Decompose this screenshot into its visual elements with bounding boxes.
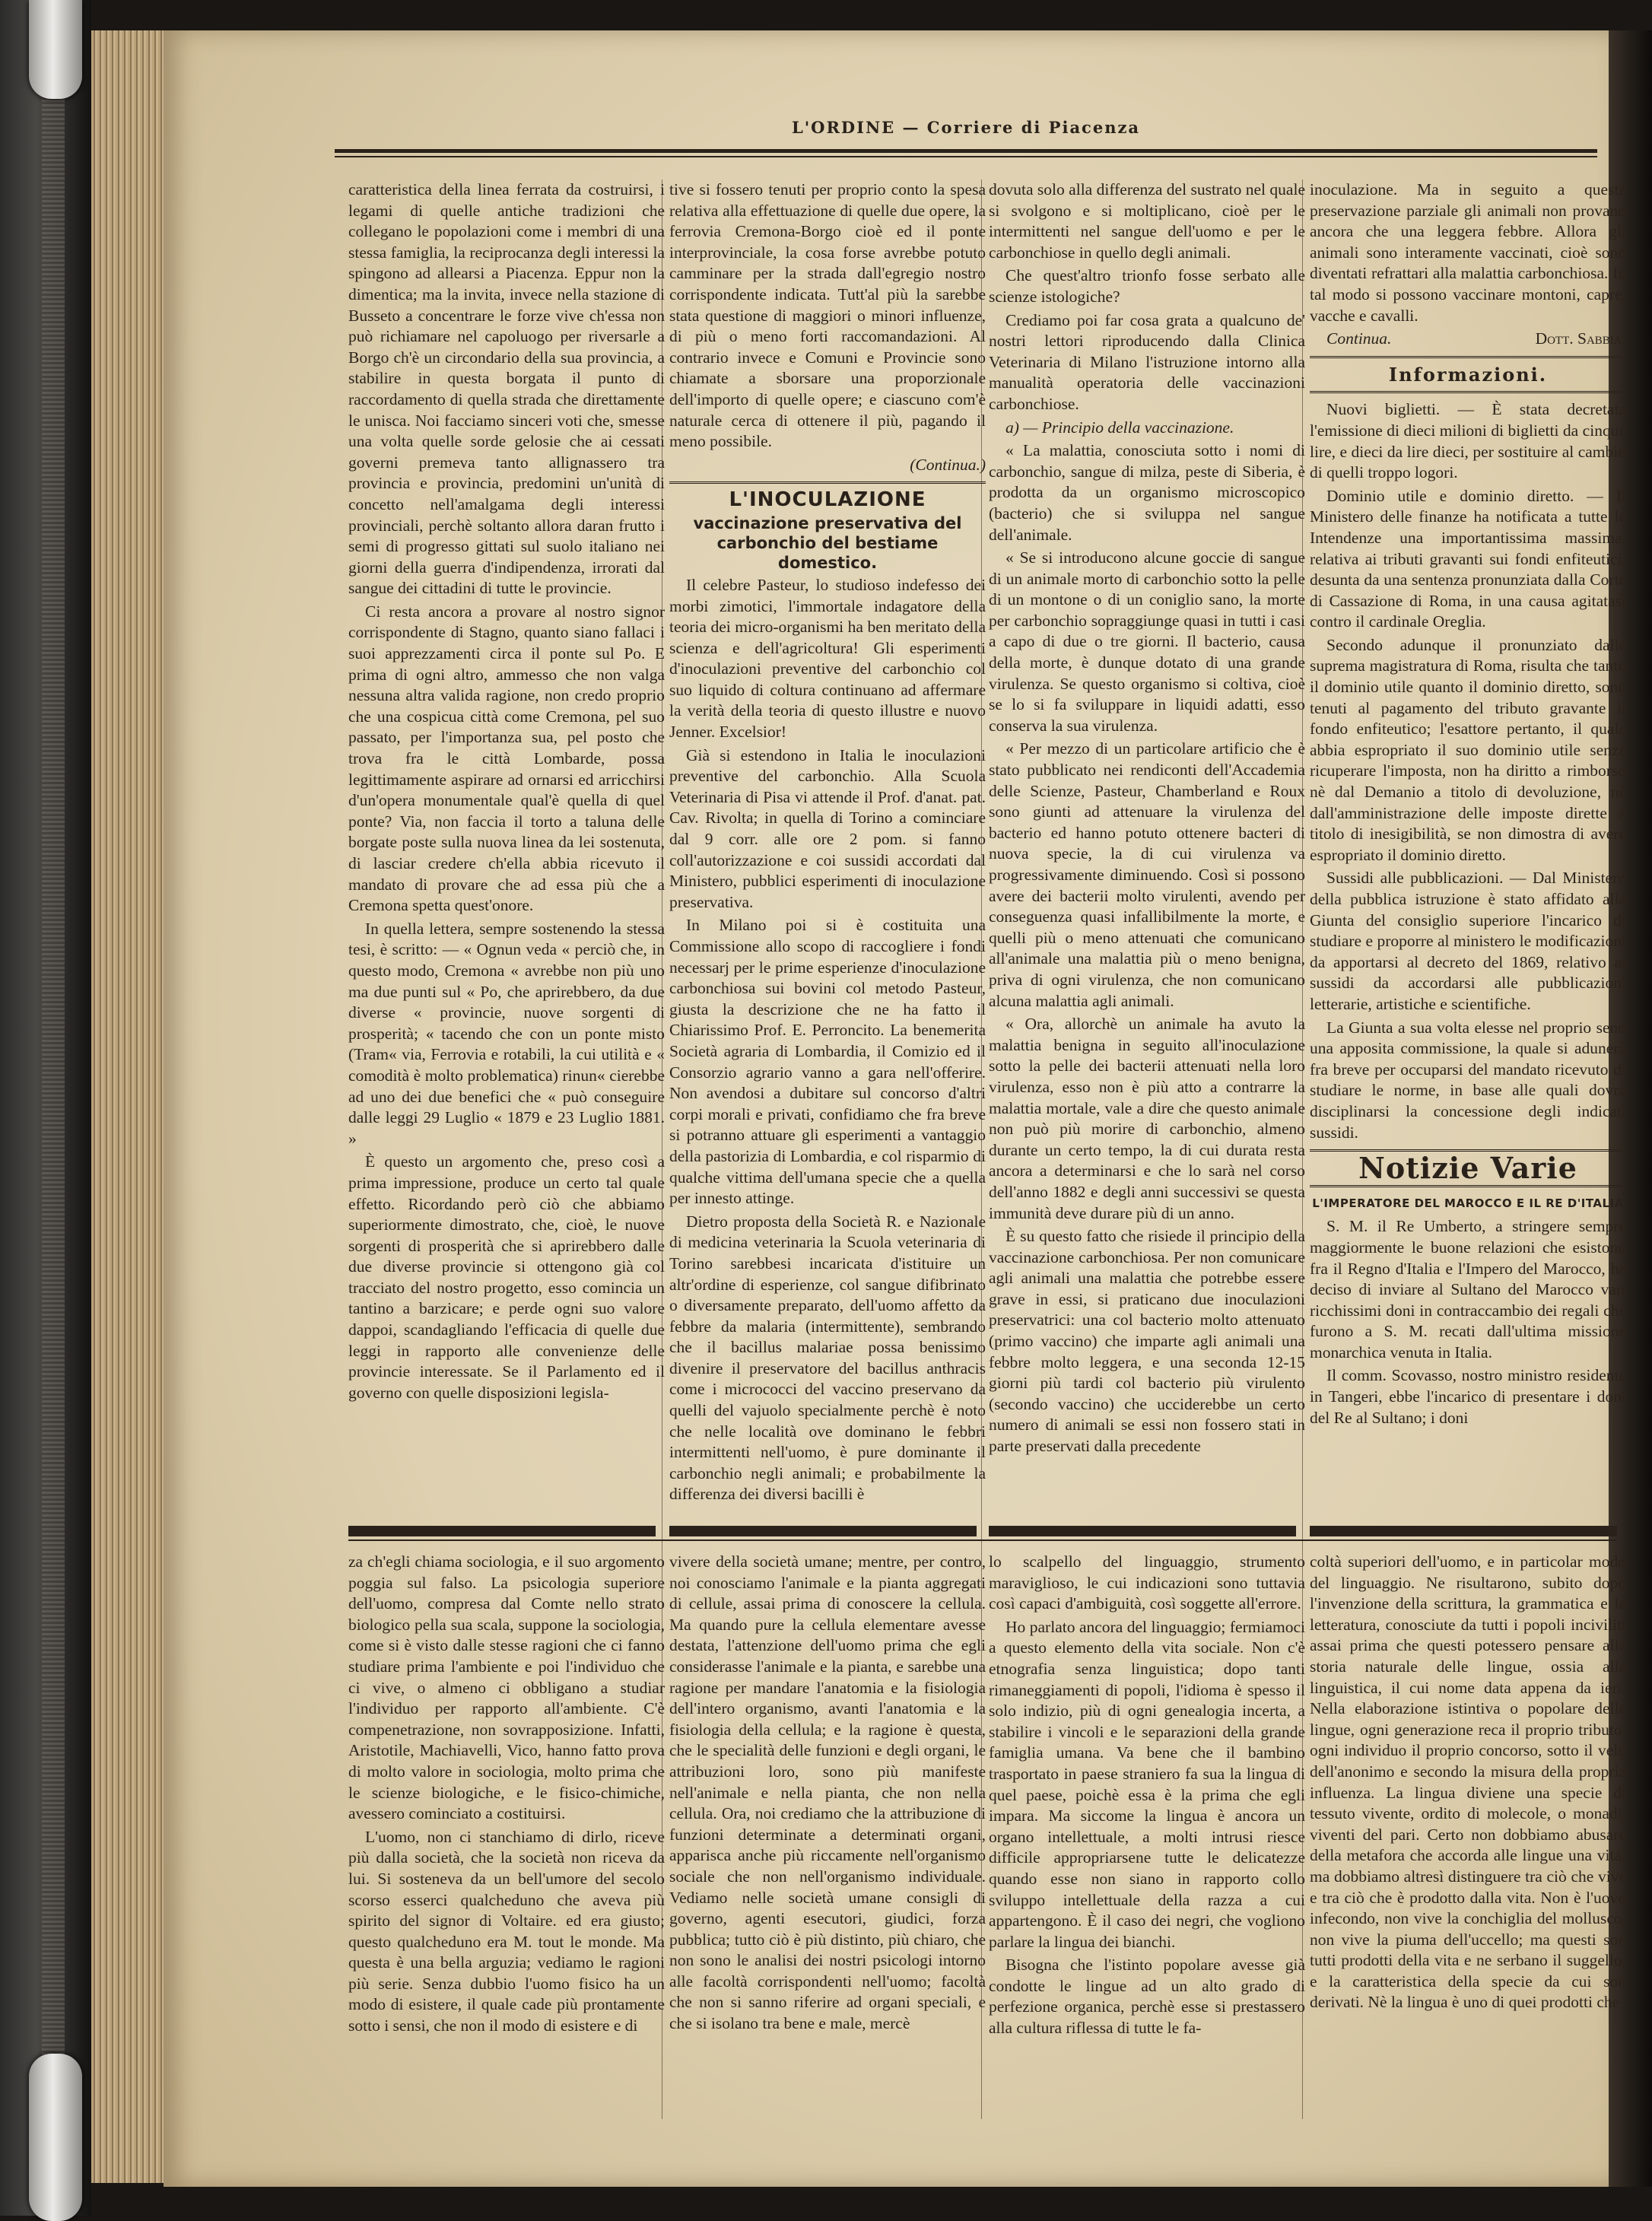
- feuilleton-column-2: [669, 1552, 986, 2115]
- feuilleton-rule: [348, 1526, 656, 1536]
- page-edges: [91, 30, 175, 2183]
- paragraph: In quella lettera, sempre sostenendo la stessa tesi, è scritto: — « Ognun veda « perciò che, in questo modo, Cremona « avrebbe non più uno ma due punti sul « Po, che aprirebbero, da due diverse « provincie, nuove sorgenti di prosperità; « tacendo che con un ponte misto (Tram« via, Ferrovia e rotabili, la cui utilità e « comodità è molto problematica) rinun« cierebbe ad uno dei due benefici che « può conseguire dalle leggi 29 Luglio « 1879 e 23 Luglio 1881. »: [348, 919, 665, 1148]
- article-separator: [1310, 391, 1626, 393]
- binding-clip-bottom: [29, 2054, 82, 2221]
- paragraph: « La malattia, conosciuta sotto i nomi di carbonchio, sangue di milza, peste di Siberia, è prodotta da un organismo microscopico (bacterio) che si sviluppa nel sangue dell'animale.: [989, 441, 1305, 544]
- article-separator: [669, 481, 986, 484]
- masthead-rule-thin: [335, 156, 1597, 157]
- section-title-notizie: Notizie Varie: [1358, 1151, 1577, 1186]
- paragraph: za ch'egli chiama sociologia, e il suo argomento poggia sul falso. La psicologia superiore dell'uomo, compresa dal Comte nello strato biologico pella sua scala, suppone la sociologia, come si è visto dalle stesse ragioni che ci fanno studiare prima l'ambiente e poi l'individuo che ci vive, o almeno ci obbligano a studiar l'individuo per rapporto all'ambiente. C'è compenetrazione, non sovrapposizione. Infatti, Aristotile, Machiavelli, Vico, hanno fatto prova di molto valore in sociologia, molto prima che le scienze biologiche, e le fisico-chimiche, avessero cominciato a costituirsi.: [348, 1552, 665, 1823]
- paragraph: Sussidi alle pubblicazioni. — Dal Ministero della pubblica istruzione è stato affidato alla Giunta del consiglio superiore l'incarico di studiare e proporre al ministero le modificazioni da apportarsi al decreto del 1869, relativo ai sussidi da accordarsi alle pubblicazioni letterarie, artistiche e scientifiche.: [1310, 869, 1626, 1013]
- paragraph: « Per mezzo di un particolare artificio che è stato pubblicato nei rendiconti dell'Accademia delle Scienze, Pasteur, Chamberland e Roux sono giunti ad attenuare la virulenza del bacterio ed hanno potuto ottenere bacteri di nuova specie, la di cui virulenza va progressivamente diminuendo. Così si possono avere dei bacterii molto virulenti, avendo per conseguenza quasi infallibilmente la morte, e quelli più o meno attenuati che comunicano all'animale una malattia più o meno benigna, priva di ogni virulenza, che non comunicano alcuna malattia agli animali.: [989, 739, 1305, 1010]
- signature-line: [1310, 329, 1626, 350]
- paragraph: È su questo fatto che risiede il principio della vaccinazione carbonchiosa. Per non comunicare agli animali una malattia che potrebbe essere grave in essi, si praticano due inoculazioni preservatrici: una col bacterio molto attenuato (primo vaccino) che imparte agli animali una febbre molto leggera, e una seconda 12-15 giorni più tardi col bacterio più virulento (secondo vaccino) che ucciderebbe un certo numero di animali se essi non fossero stati in parte preservati dalla precedente: [989, 1227, 1305, 1456]
- masthead: L'ORDINE — Corriere di Piacenza: [791, 118, 1141, 137]
- paragraph: Che quest'altro trionfo fosse serbato alle scienze istologiche?: [989, 266, 1305, 306]
- paragraph: Nuovi biglietti. — È stata decretata l'emissione di dieci milioni di biglietti da cinque lire, e dieci da lire dieci, per sostituire al cambio di quelli troppo logori.: [1310, 400, 1626, 482]
- paragraph: È questo un argomento che, preso così a prima impressione, produce un certo tal quale effetto. Ricordando però ciò che abbiamo superiormente dimostrato, che, cioè, le nuove sorgenti di prosperità che si aprirebbero dalle due diverse provincie si ottengono già col tracciato del nostro progetto, esso comincia un tantino a barzicare; e perde ogni suo valore dappoi, scandagliando l'efficacia di quelle due leggi in rapporto alle convenienze delle provincie interessate. Se il Parlamento ed il governo con quelle disposizioni legisla-: [348, 1152, 665, 1402]
- feuilleton-rule: [989, 1526, 1296, 1536]
- paragraph: Bisogna che l'istinto popolare avesse già condotte le lingue ad un alto grado di perfezione organica, perchè esse si prestassero alla cultura riflessa di tutte le fa-: [989, 1956, 1305, 2038]
- paragraph: Ho parlato ancora del linguaggio; fermiamoci a questo elemento della vita sociale. Non c'è etnografia senza linguistica; dopo tanti rimaneggiamenti di popoli, l'idioma è spesso il solo indizio, più di ogni genealogia incerta, a stabilire i vincoli e le separazioni della grande famiglia umana. Va bene che il bambino trasportato in paese straniero fa sua la lingua di quel paese, poichè essa è la prima che egli impara. Ma siccome la lingua è ancora un organo intellettuale, a molti intrusi riesce difficile appropriarsene tutte le delicatezze quando esse non siano in rapporto collo sviluppo intellettuale della razza a cui appartengono. È il caso dei negri, che vogliono parlare la lingua dei bianchi.: [989, 1617, 1305, 1951]
- paragraph: caratteristica della linea ferrata da costruirsi, i legami di quelle antiche tradizioni che collegano le popolazioni come i membri di una stessa famiglia, la reciprocanza degli interessi la spingono ad allearsi a Piacenza. Eppur non la dimentica; ma la invita, invece nella stazione di Busseto a concentrare le forze vive ch'essa non può richiamare nel capoluogo per riversarle a Borgo ch'è un circondario della sua provincia, a stabilire in questa borgata il punto di raccordamento di quella strada che direttamente le unisca. Noi facciamo sinceri voti che, smesse una volta quelle sorde gelosie che ai cessati governi premeva tanto allignassero tra provincia e provincia, predomini un'unità di concetto nell'amalgama degli interessi provinciali, perchè soltanto allora daran frutto i semi di progresso gittati sul suolo italiano nei giorni della guerra d'indipendenza, irrorati dal sangue dei cittadini di tutte le provincie.: [348, 180, 665, 598]
- paragraph: In Milano poi si è costituita una Commissione allo scopo di raccogliere i fondi necessarj per le prime esperienze d'inoculazione carbonchiosa sui bovini col metodo Pasteur, giusta la descrizione che ne ha fatto il Chiarissimo Prof. E. Perroncito. La benemerita Società agraria di Lombardia, il Comizio ed il Consorzio agrario vanno a gara nell'offerire. Non avendosi a dubitare sul concorso d'altri corpi morali e privati, confidiamo che fra breve si potranno attuare gli esperimenti a vantaggio della pastorizia di Lombardia, e col risparmio di qualche vittima dell'umana specie che a quella per innesto attinge.: [669, 916, 986, 1208]
- paragraph: Già si estendono in Italia le inoculazioni preventive del carbonchio. Alla Scuola Veterinaria di Pisa vi attende il Prof. d'anat. pat. Cav. Rivolta; in quella di Torino a cominciare dal 9 corr. alle ore 2 pom. si fanno coll'autorizzazione e coi sussidi accordati dal Ministero, pubblici esperimenti di inoculazione preservativa.: [669, 745, 986, 911]
- column-3: [989, 180, 1305, 1524]
- paragraph: Il comm. Scovasso, nostro ministro residente in Tangeri, ebbe l'incarico di presentare i doni del Re al Sultano; i doni: [1310, 1366, 1626, 1427]
- paragraph: coltà superiori dell'uomo, e in particolar modo del linguaggio. Ne risultarono, subito dopo l'invenzione della scrittura, la grammatica e la letteratura, conosciute da tutti i popoli inciviliti assai prima che questi potessero pensare alla storia naturale delle lingue, ossia alla linguistica, il cui nome data appena da ieri. Nella elaborazione istintiva o popolare delle lingue, ogni generazione reca il proprio tributo, ogni individuo il proprio concorso, sotto il velo dell'anonimo e secondo la misura della propria influenza. La lingua diviene una specie di tessuto vivente, ordito di molecole, o monadi, viventi del pari. Certo non dobbiamo abusare della metafora che accorda alle lingue una vita; ma dobbiamo altresì distinguere tra ciò che vive e tra ciò che è prodotto dalla vita. Non è l'uovo infecondo, non vive la conchiglia del mollusco, non vive la piuma dell'uccello; ma questi son tutti prodotti della vita e ne serbano il suggello, e la caratteristica della specie da cui son derivati. Nè la lingua è uno di quei prodotti che: [1310, 1552, 1626, 2012]
- feuilleton-column-1: [348, 1552, 665, 2115]
- paragraph: Dietro proposta della Società R. e Nazionale di medicina veterinaria la Scuola veterinaria di Torino sarebbesi incaricata d'istituire un altr'ordine di esperienze, col sangue difibrinato o diversamente preparato, dell'uomo affetto da febbre da malaria (intermittente), sembrando che il bacillus malariae possa benissimo divenire il preservatore del bacillus anthracis come i micrococci del vaccino preservano da quelli del vajuolo specialmente perchè è noto che nelle località ove dominano le febbri intermittenti nell'uomo, è pure dominante il carbonchio negli animali; e probabilmente la differenza dei diversi bacilli è: [669, 1212, 986, 1504]
- feuilleton-rule: [1310, 1526, 1617, 1536]
- paragraph: « Ora, allorchè un animale ha avuto la malattia benigna in seguito all'inoculazione sotto la pelle dei bacterii attenuati nella loro virulenza, esso non è più atto a contrarre la malattia mortale, vale a dire che questo animale non può più morire di carbonchio, almeno durante un certo tempo, la di cui durata resta ancora a determinarsi e che lo sarà nel corso dell'anno 1882 e degli anni successivi se questa immunità deve durare più di un anno.: [989, 1015, 1305, 1222]
- article-title: L'INOCULAZIONE: [729, 488, 926, 512]
- article-separator: [1310, 356, 1626, 358]
- paragraph: L'uomo, non ci stanchiamo di dirlo, riceve più dalla società, che la società non riceva da lui. Si sosteneva da un bell'umore del secolo scorso esserci qualcheduno che aveva più spirito del signor di Voltaire. ed era giusto; questo qualcheduno era M. tout le monde. Ma questa è una bella arguzia; vediamo le ragioni più serie. Senza dubbio l'uomo fisico ha un modo di esistere, il quale cade più prontamente sotto i sensi, che non il modo di esistere e di: [348, 1827, 665, 2035]
- feuilleton-rule-thin: [348, 1539, 1617, 1541]
- article-separator: [1310, 1185, 1626, 1187]
- book-spine: [0, 0, 91, 2216]
- paragraph: Il celebre Pasteur, lo studioso indefesso dei morbi zimotici, l'immortale indagatore della teoria dei micro-organismi ha ben meritato della scienza e dell'agricoltura! Gli esperimenti d'inoculazioni preventive del carbonchio col suo liquido di coltura continuano ad affermare la verità della teoria di questo illustre e nuovo Jenner. Excelsior!: [669, 575, 986, 742]
- binding-clip-top: [29, 0, 82, 99]
- masthead-rule-thick: [335, 149, 1597, 153]
- article-subtitle: vaccinazione preservativa del carbonchio del bestiame domestico.: [693, 513, 962, 572]
- feuilleton-rule: [669, 1526, 977, 1536]
- paragraph: inoculazione. Ma in seguito a questa preservazione parziale gli animali non provano ancora che una leggera febbre. Allora gli animali sono interamente vaccinati, cioè sono diventati refrattari alla malattia carbonchiosa. In tal modo si possono vaccinare montoni, capre, vacche e cavalli.: [1310, 180, 1626, 325]
- paragraph: S. M. il Re Umberto, a stringere sempre maggiormente le buone relazioni che esistono fra il Regno d'Italia e l'Impero del Marocco, ha deciso di inviare al Sultano del Marocco vari ricchissimi doni in contraccambio dei regali che furono a S. M. recati dall'ultima missione monarchica venuta in Italia.: [1310, 1217, 1626, 1362]
- paragraph: tive si fossero tenuti per proprio conto la spesa relativa alla effettuazione di quelle due opere, la ferrovia Cremona-Borgo cioè ed il ponte interprovinciale, la cosa forse avrebbe potuto camminare per la strada dall'egregio nostro corrispondente indicata. Tutt'al più la sarebbe stata questione di maggiori o minori influenze, di più o meno forti raccomandazioni. Al contrario invece e Comuni e Provincie sono chiamate a sborsare una proporzionale dell'importo di quelle opere; e ciascuno com'è naturale cerca di ottenere il più, pagando il meno possibile.: [669, 180, 986, 451]
- continua-note: Continua.: [1326, 329, 1392, 348]
- article-subtitle: L'IMPERATORE DEL MAROCCO E IL RE D'ITALIA: [1312, 1196, 1624, 1210]
- paragraph: « Se si introducono alcune goccie di sangue di un animale morto di carbonchio sotto la pelle di un montone o di un coniglio sano, la morte per carbonchio sopraggiunge quasi in tutti i casi a capo di due o tre giorni. Il bacterio, causa della morte, è dunque dotato di una grande virulenza. Se questo organismo si coltiva, cioè se lo si fa sviluppare in liquidi adatti, esso conserva la sua virulenza.: [989, 548, 1305, 735]
- feuilleton-column-4: [1310, 1552, 1626, 2115]
- author-signature: Dott. Sabbia.: [1535, 329, 1626, 348]
- paragraph: Crediamo poi far cosa grata a qualcuno de' nostri lettori riproducendo dalla Clinica Veterinaria di Milano l'istruzione intorno alla manualità operatoria delle vaccinazioni carbonchiose.: [989, 310, 1305, 413]
- column-4: [1310, 180, 1626, 1524]
- feuilleton-column-3: [989, 1552, 1305, 2115]
- section-heading: a) — Principio della vaccinazione.: [1005, 418, 1234, 437]
- paragraph: vivere della società umane; mentre, per contro, noi conosciamo l'animale e la pianta aggregati di cellule, assai prima di conoscere la cellula. Ma quando pure la cellula elementare avesse destata, l'attenzione dell'uomo prima che egli considerasse l'animale e la pianta, e sarebbe una ragione per mandare l'anatomia e la fisiologia dell'intero organismo, avanti l'anatomia e la fisiologia della cellula; e la ragione è questa, che le specialità delle funzioni e degli organi, le attribuzioni loro, sono più manifeste nell'animale e nella pianta, che non nella cellula. Ora, noi crediamo che la attribuzione di funzioni determinate a determinati organi, apparisca anche più riccamente nell'organismo sociale che non nell'organismo individuale. Vediamo nelle società umane consigli di governo, agenti esecutori, giudici, forza pubblica; tutto ciò è più distinto, più chiaro, che non sono le analisi dei nostri psicologi intorno alle facoltà corrispondenti nell'uomo; facoltà che non si sanno riferire ad organi speciali, e che si isolano tra bene e male, mercè: [669, 1552, 986, 2033]
- paragraph: dovuta solo alla differenza del sustrato nel quale si svolgono e si moltiplicano, cioè per le intermittenti nel sangue dell'uomo e per le carbonchiose in quello degli animali.: [989, 180, 1305, 262]
- continua-note: (Continua.): [910, 455, 986, 474]
- section-title-informazioni: Informazioni.: [1388, 363, 1548, 386]
- paragraph: La Giunta a sua volta elesse nel proprio seno una apposita commissione, la quale si adunerà fra breve per occuparsi del mandato ricevuto di studiare le norme, in base alle quali dovrà disciplinarsi la concessione degli indicati sussidi.: [1310, 1018, 1626, 1142]
- paragraph: lo scalpello del linguaggio, strumento maraviglioso, le cui indicazioni sono tuttavia così capaci d'ambiguità, così soggette all'errore.: [989, 1552, 1305, 1613]
- column-1: [348, 180, 665, 1524]
- paragraph: Dominio utile e dominio diretto. — Il Ministero delle finanze ha notificata a tutte le Intendenze una importantissima massima, relativa ai tributi gravanti sui fondi enfiteutici, desunta da una sentenza pronunziata dalla Corte di Cassazione di Roma, in una causa agitatasi contro il cardinale Oreglia.: [1310, 486, 1626, 631]
- column-2: [669, 180, 986, 1524]
- paragraph: Ci resta ancora a provare al nostro signor corrispondente di Stagno, quanto siano fallaci i suoi apprezzamenti circa il ponte sul Po. E prima di ogni altro, ammesso che non valga nessuna altra valida ragione, non credo proprio che una cospicua città come Cremona, pel suo passato, per l'importanza sua, pel posto che trova fra le città Lombarde, possa legittimamente aspirare ad ornarsi ed arricchirsi d'un'opera monumentale qual'è quella di quel ponte? Via, non faccia il torto a taluna delle borgate poste sulla nuova linea da lei sostenuta, di lasciar credere ch'ella abbia ricevuto il mandato di provare che ad essa più che a Cremona spetta quest'onore.: [348, 602, 665, 915]
- paragraph: Secondo adunque il pronunziato dalla suprema magistratura di Roma, risulta che tanto il dominio utile quanto il dominio diretto, sono tenuti al pagamento del tributo gravante il fondo enfiteutico; l'esattore pertanto, il quale abbia espropriato il suo dominio utile senza ricuperare l'imposta, non ha diritto a rimborso nè dal Demanio a titolo di devoluzione, nè dall'amministrazione delle imposte dirette a titolo di inesigibilità, se non dimostra di avere espropriato il dominio diretto.: [1310, 635, 1626, 864]
